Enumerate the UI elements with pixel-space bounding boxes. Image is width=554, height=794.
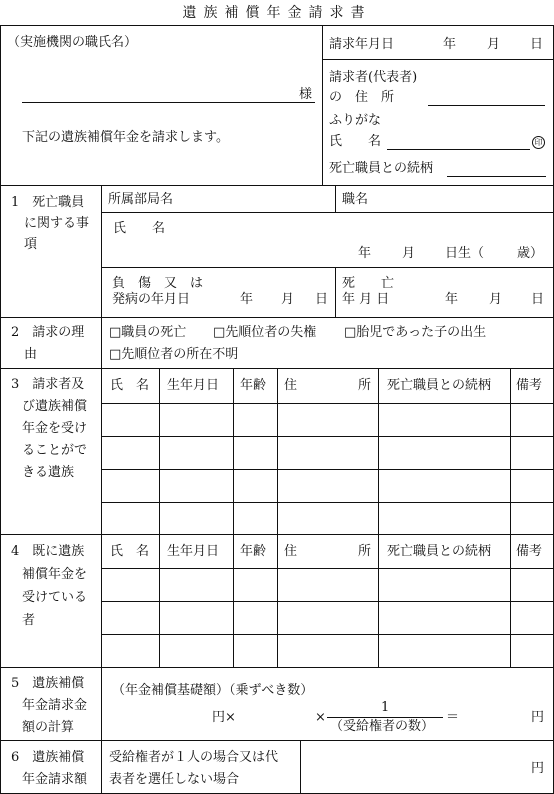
sec4-col-remarks: 備考 xyxy=(516,544,543,559)
formula-yen-times: 円× xyxy=(212,710,236,725)
sec6-condition-2: 表者を選任しない場合 xyxy=(109,772,240,787)
agency-official-label: （実施機関の職氏名） xyxy=(7,35,138,50)
sec2-heading-2: 由 xyxy=(24,347,38,362)
injury-day: 日 xyxy=(315,292,329,307)
sec5-heading-2: 年金請求金 xyxy=(22,698,88,713)
request-date-month: 月 xyxy=(487,37,501,52)
furigana-label: ふりがな xyxy=(329,113,382,128)
birth-day: 日生（ xyxy=(445,246,485,261)
sec4-heading-1: 4 既に遺族 xyxy=(11,544,85,559)
injury-label-1: 負 傷 又 は xyxy=(112,276,204,291)
formula-yen-result: 円 xyxy=(531,710,545,725)
relation-label: 死亡職員との続柄 xyxy=(329,161,434,176)
formula-numerator: 1 xyxy=(381,700,390,715)
claimant-name-line xyxy=(387,149,530,150)
sec3-col-name: 氏 名 xyxy=(110,378,150,393)
relation-line xyxy=(447,176,546,177)
sec1-heading-3: 項 xyxy=(24,237,38,252)
sec4-col-address-2: 所 xyxy=(358,544,372,559)
sec4-heading-2: 補償年金を xyxy=(22,567,88,582)
reason-option-fetus-birth[interactable]: □胎児であった子の出生 xyxy=(344,325,487,340)
sec3-col-address-1: 住 xyxy=(284,378,298,393)
sec1-heading-2: に関する事 xyxy=(24,216,90,231)
sec4-heading-4: 者 xyxy=(22,613,36,628)
formula-label: （年金補償基礎額）（乗ずべき数） xyxy=(112,683,314,698)
sec3-heading-4: ることがで xyxy=(22,443,88,458)
death-label-2: 年 月 日 xyxy=(342,292,390,307)
sec1-heading-1: 1 死亡職員 xyxy=(11,195,85,210)
sama-label: 様 xyxy=(299,87,313,102)
injury-month: 月 xyxy=(281,292,295,307)
claimant-label: 請求者(代表者) xyxy=(329,70,418,85)
death-day: 日 xyxy=(531,292,545,307)
sec4-col-relation: 死亡職員との続柄 xyxy=(387,544,492,559)
formula-times: × xyxy=(315,710,326,725)
sec3-heading-2: び遺族補償 xyxy=(22,399,88,414)
request-date-year: 年 xyxy=(443,37,457,52)
sec5-heading-3: 額の計算 xyxy=(22,720,75,735)
sec3-col-address-2: 所 xyxy=(358,378,372,393)
request-statement: 下記の遺族補償年金を請求します。 xyxy=(22,130,229,145)
death-label-1: 死 亡 xyxy=(342,276,395,291)
sec3-heading-3: 年金を受け xyxy=(22,421,88,436)
sec4-col-birthdate: 生年月日 xyxy=(167,544,220,559)
sec4-col-address-1: 住 xyxy=(284,544,298,559)
sec6-condition-1: 受給権者が１人の場合又は代 xyxy=(109,750,279,765)
claim-form xyxy=(0,25,554,794)
request-date-day: 日 xyxy=(530,37,544,52)
request-date-label: 請求年月日 xyxy=(329,37,395,52)
claimant-address-line xyxy=(428,105,545,106)
sec3-col-birthdate: 生年月日 xyxy=(167,378,220,393)
sec3-col-relation: 死亡職員との続柄 xyxy=(387,378,492,393)
dept-label: 所属部局名 xyxy=(108,192,174,207)
death-month: 月 xyxy=(489,292,503,307)
birth-month: 月 xyxy=(402,246,416,261)
sec4-col-age: 年齢 xyxy=(240,544,267,559)
form-title: 遺族補償年金請求書 xyxy=(182,5,372,21)
sec5-heading-1: 5 遺族補償 xyxy=(11,676,85,691)
position-label: 職名 xyxy=(342,192,369,207)
formula-equals: ＝ xyxy=(446,710,460,725)
claimant-name-label: 氏 名 xyxy=(329,134,382,149)
agency-name-line xyxy=(22,102,315,103)
reason-option-whereabouts-unknown[interactable]: □先順位者の所在不明 xyxy=(109,347,239,362)
sec3-col-remarks: 備考 xyxy=(516,378,543,393)
birth-year: 年 xyxy=(358,246,372,261)
sec3-heading-1: 3 請求者及 xyxy=(11,377,85,392)
sec3-heading-5: きる遺族 xyxy=(22,465,75,480)
injury-label-2: 発病の年月日 xyxy=(112,292,191,307)
claimant-address-label: の 住 所 xyxy=(329,90,395,105)
reason-option-forfeiture[interactable]: □先順位者の失権 xyxy=(213,325,317,340)
sec2-heading-1: 2 請求の理 xyxy=(11,325,85,340)
seal-mark-icon: 印 xyxy=(532,136,545,149)
sec6-heading-1: 6 遺族補償 xyxy=(11,750,85,765)
fraction-bar xyxy=(327,717,443,718)
sec4-col-name: 氏 名 xyxy=(110,544,150,559)
deceased-name-label: 氏 名 xyxy=(113,221,166,236)
formula-denominator: （受給権者の数） xyxy=(330,719,435,734)
reason-option-death[interactable]: □職員の死亡 xyxy=(109,325,187,340)
sec4-heading-3: 受けている xyxy=(22,590,88,605)
birth-age: 歳） xyxy=(517,246,544,261)
death-year: 年 xyxy=(445,292,459,307)
sec3-col-age: 年齢 xyxy=(240,378,267,393)
sec6-heading-2: 年金請求額 xyxy=(22,772,88,787)
sec6-yen: 円 xyxy=(531,761,545,776)
injury-year: 年 xyxy=(240,292,254,307)
